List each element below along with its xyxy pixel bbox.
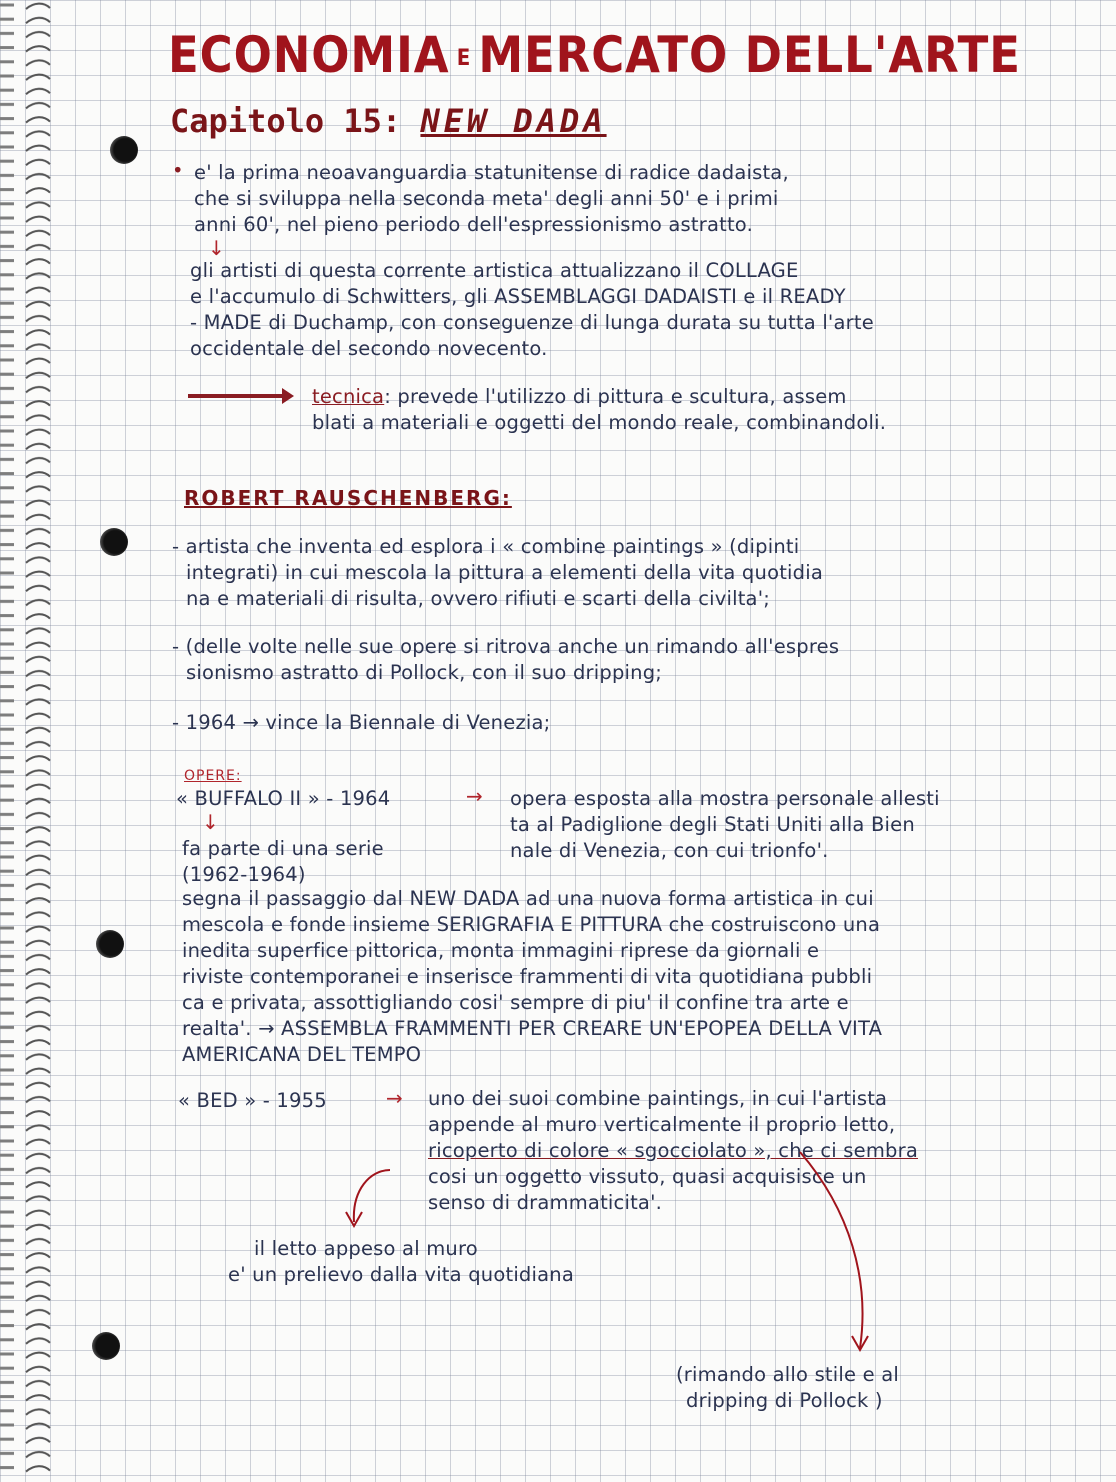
text-line: cosi un oggetto vissuto, quasi acquisisce un (428, 1165, 867, 1188)
text-line: dripping di Pollock ) (686, 1389, 883, 1412)
text-line: che si sviluppa nella seconda meta' degli anni 50' e i primi (194, 187, 779, 210)
text-line: AMERICANA DEL TEMPO (182, 1043, 422, 1066)
text-line: (1962-1964) (182, 863, 306, 886)
text-line: nale di Venezia, con cui trionfo'. (510, 839, 829, 862)
text-line: - artista che inventa ed esplora i « combine paintings » (dipinti (172, 535, 800, 558)
buffalo-series (182, 836, 384, 888)
text-line: - 1964 → vince la Biennale di Venezia; (172, 711, 551, 734)
text-line: opera esposta alla mostra personale allesti (510, 787, 940, 810)
text-line: ta al Padiglione degli Stati Uniti alla Bien (510, 813, 915, 836)
title-part2: MERCATO DELL'ARTE (478, 26, 1021, 84)
text-line: e' un prelievo dalla vita quotidiana (228, 1263, 574, 1286)
spiral-rings-icon (0, 0, 62, 1478)
chapter-label: Capitolo 15: (170, 102, 402, 140)
text-line: gli artisti di questa corrente artistica attualizzano il COLLAGE (190, 259, 799, 282)
artist-item (172, 534, 1072, 612)
text-line: sionismo astratto di Pollock, con il suo dripping; (186, 661, 663, 684)
punch-hole (92, 1332, 120, 1360)
text-line: realta'. → ASSEMBLA FRAMMENTI PER CREARE UN'EPOPEA DELLA VITA (182, 1017, 883, 1040)
title-join: E (456, 46, 472, 71)
chapter-heading (170, 102, 607, 140)
opere-label: OPERE: (184, 768, 242, 784)
down-arrow-icon: ↓ (202, 810, 219, 834)
bed-title: « BED » - 1955 (178, 1089, 327, 1112)
artist-heading: ROBERT RAUSCHENBERG: (184, 486, 512, 510)
chapter-name: NEW DADA (420, 102, 607, 140)
bed-note-right (676, 1362, 899, 1414)
punch-hole (96, 930, 124, 958)
right-arrow-icon: → (466, 784, 483, 808)
text-line: fa parte di una serie (182, 837, 384, 860)
text-line: uno dei suoi combine paintings, in cui l'artista (428, 1087, 888, 1110)
text-line: ca e privata, assottigliando cosi' sempre di piu' il confine tra arte e (182, 991, 849, 1014)
right-arrow-icon: → (386, 1086, 403, 1110)
tecnica-paragraph (312, 384, 1092, 436)
text-line: riviste contemporanei e inserisce frammenti di vita quotidiana pubbli (182, 965, 873, 988)
tecnica-arrow-icon (186, 384, 296, 412)
text-line: e' la prima neoavanguardia statunitense di radice dadaista, (194, 161, 789, 184)
punch-hole (100, 528, 128, 556)
tecnica-line2: blati a materiali e oggetti del mondo reale, combinandoli. (312, 411, 887, 434)
buffalo-title: « BUFFALO II » - 1964 (176, 787, 391, 810)
text-line: e l'accumulo di Schwitters, gli ASSEMBLAGGI DADAISTI e il READY (190, 285, 846, 308)
text-line: integrati) in cui mescola la pittura a elementi della vita quotidia (186, 561, 824, 584)
tecnica-label: tecnica (312, 385, 385, 408)
text-line: na e materiali di risulta, ovvero rifiuti e scarti della civilta'; (186, 587, 771, 610)
text-line: anni 60', nel pieno periodo dell'espressionismo astratto. (194, 213, 753, 236)
artist-item (172, 634, 1072, 686)
spiral-binding (0, 0, 62, 1478)
text-line: occidentale del secondo novecento. (190, 337, 548, 360)
text-line: senso di drammaticita'. (428, 1191, 663, 1214)
down-arrow-icon: ↓ (208, 236, 225, 260)
text-line: inedita superfice pittorica, monta immagini riprese da giornali e (182, 939, 820, 962)
page-title (168, 26, 1021, 84)
tecnica-line1: : prevede l'utilizzo di pittura e scultura, assem (384, 385, 847, 408)
buffalo-description (510, 786, 1070, 864)
title-part1: ECONOMIA (168, 26, 450, 84)
intro-paragraph (172, 160, 1072, 238)
punch-hole (110, 136, 138, 164)
intro-paragraph-2 (190, 258, 1070, 362)
text-line: il letto appeso al muro (254, 1237, 478, 1260)
text-line: - (delle volte nelle sue opere si ritrova anche un rimando all'espres (172, 635, 840, 658)
text-line: appende al muro verticalmente il proprio letto, (428, 1113, 896, 1136)
artist-item (172, 710, 1072, 736)
buffalo-body (182, 886, 1062, 1068)
text-line: (rimando allo stile e al (676, 1363, 899, 1386)
bullet-icon: • (172, 159, 184, 182)
text-line: mescola e fonde insieme SERIGRAFIA E PITTURA che costruiscono una (182, 913, 881, 936)
text-line: - MADE di Duchamp, con conseguenze di lunga durata su tutta l'arte (190, 311, 874, 334)
text-line: ricoperto di colore « sgocciolato », che ci sembra (428, 1139, 918, 1162)
bed-note-left (228, 1236, 574, 1288)
text-line: segna il passaggio dal NEW DADA ad una nuova forma artistica in cui (182, 887, 874, 910)
